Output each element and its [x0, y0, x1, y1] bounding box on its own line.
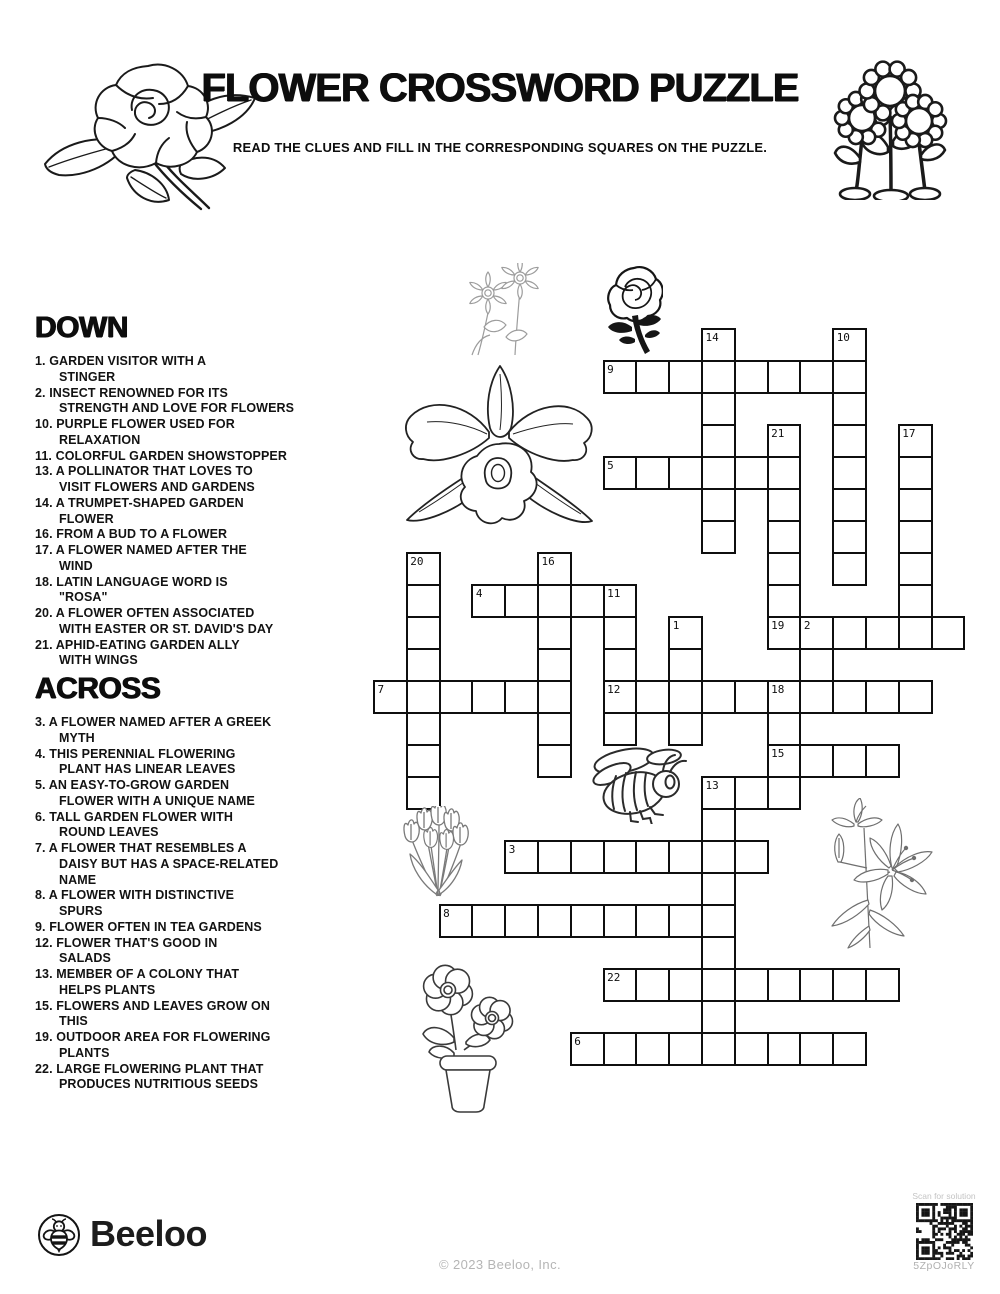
crossword-cell[interactable]: [799, 744, 834, 778]
crossword-cell[interactable]: [865, 616, 900, 650]
crossword-cell[interactable]: [832, 968, 867, 1002]
across-clue-5: 5. AN EASY-TO-GROW GARDEN FLOWER WITH A UNIQUE NAME: [35, 778, 255, 808]
crossword-cell[interactable]: [406, 776, 441, 810]
crossword-cell[interactable]: [832, 392, 867, 426]
crossword-cell[interactable]: [537, 712, 572, 746]
down-clue-1: 1. GARDEN VISITOR WITH A STINGER: [35, 354, 207, 384]
down-clues-section: [35, 311, 371, 669]
cell-number-17: 17: [902, 426, 916, 440]
crossword-cell[interactable]: [504, 904, 539, 938]
down-clue-10: 10. PURPLE FLOWER USED FOR RELAXATION: [35, 417, 235, 447]
crossword-cell[interactable]: [734, 968, 769, 1002]
cell-number-16: 16: [541, 554, 555, 568]
crossword-cell[interactable]: [767, 968, 802, 1002]
crossword-cell[interactable]: [701, 424, 736, 458]
crossword-cell[interactable]: [931, 616, 966, 650]
small-rose-illustration: [605, 265, 663, 357]
cell-number-2: 2: [803, 618, 811, 632]
crossword-cell[interactable]: [701, 488, 736, 522]
crossword-cell[interactable]: [701, 680, 736, 714]
across-clue-3: 3. A FLOWER NAMED AFTER A GREEK MYTH: [35, 715, 272, 745]
down-clue-16: 16. FROM A BUD TO A FLOWER: [35, 527, 228, 542]
crossword-cell[interactable]: [767, 1032, 802, 1066]
crossword-cell[interactable]: [799, 680, 834, 714]
crossword-cell[interactable]: [767, 488, 802, 522]
crossword-cell[interactable]: [701, 1000, 736, 1034]
across-clue-list: [35, 715, 371, 1093]
crossword-cell[interactable]: [603, 904, 638, 938]
crossword-cell[interactable]: [701, 904, 736, 938]
crossword-cell[interactable]: [799, 1032, 834, 1066]
cell-number-3: 3: [508, 842, 516, 856]
crossword-cell[interactable]: [734, 1032, 769, 1066]
potted-flowers-illustration: [418, 958, 518, 1115]
crossword-cell[interactable]: [471, 904, 506, 938]
cell-number-7: 7: [377, 682, 385, 696]
crossword-cell[interactable]: [668, 840, 703, 874]
crossword-cell[interactable]: [537, 680, 572, 714]
crossword-cell[interactable]: [832, 424, 867, 458]
crossword-cell[interactable]: [734, 840, 769, 874]
crossword-cell[interactable]: [701, 360, 736, 394]
across-clue-15: 15. FLOWERS AND LEAVES GROW ON THIS: [35, 998, 270, 1029]
crossword-cell[interactable]: [767, 712, 802, 746]
crossword-cell[interactable]: [734, 456, 769, 490]
copyright-text: © 2023 Beeloo, Inc.: [439, 1257, 561, 1272]
down-header: DOWN: [35, 311, 128, 344]
crossword-cell[interactable]: [898, 680, 933, 714]
crossword-cell[interactable]: [767, 360, 802, 394]
crossword-cell[interactable]: [635, 1032, 670, 1066]
crossword-cell[interactable]: [767, 584, 802, 618]
crossword-cell[interactable]: [898, 584, 933, 618]
across-clue-4: 4. THIS PERENNIAL FLOWERING PLANT HAS LINEAR LEAVES: [35, 746, 236, 777]
crossword-cell[interactable]: [668, 1032, 703, 1066]
crossword-cell[interactable]: [537, 744, 572, 778]
across-clue-13: 13. MEMBER OF A COLONY THAT HELPS PLANTS: [35, 967, 240, 997]
cell-number-6: 6: [574, 1034, 581, 1048]
down-clue-17: 17. A FLOWER NAMED AFTER THE WIND: [35, 543, 247, 573]
crossword-cell[interactable]: [898, 616, 933, 650]
qr-caption: Scan for solution: [912, 1191, 976, 1201]
down-clue-14: 14. A TRUMPET-SHAPED GARDEN FLOWER: [35, 495, 244, 526]
cell-number-11: 11: [607, 586, 621, 600]
beeloo-brand-name: Beeloo: [90, 1213, 208, 1254]
crossword-cell[interactable]: [832, 680, 867, 714]
crossword-cell[interactable]: [898, 552, 933, 586]
cell-number-8: 8: [443, 906, 450, 920]
crossword-cell[interactable]: [865, 744, 900, 778]
crossword-cell[interactable]: [832, 520, 867, 554]
crossword-cell[interactable]: [537, 648, 572, 682]
daffodil-illustration: [460, 263, 548, 358]
crossword-cell[interactable]: [767, 520, 802, 554]
across-clue-19: 19. OUTDOOR AREA FOR FLOWERING PLANTS: [35, 1030, 271, 1060]
cell-number-1: 1: [672, 618, 680, 632]
crossword-cell[interactable]: [603, 712, 638, 746]
crossword-cell[interactable]: [734, 680, 769, 714]
crossword-cell[interactable]: [537, 584, 572, 618]
crossword-cell[interactable]: [701, 392, 736, 426]
down-clue-20: 20. A FLOWER OFTEN ASSOCIATED WITH EASTER OR ST. DAVID'S DAY: [35, 606, 274, 636]
crossword-cell[interactable]: [668, 712, 703, 746]
crossword-cell[interactable]: [832, 616, 867, 650]
orchid-illustration: [397, 360, 602, 545]
down-clue-21: 21. APHID-EATING GARDEN ALLY WITH WINGS: [35, 637, 240, 668]
crossword-cell[interactable]: [767, 456, 802, 490]
crossword-cell[interactable]: [898, 456, 933, 490]
page-subtitle: READ THE CLUES AND FILL IN THE CORRESPONDING SQUARES ON THE PUZZLE.: [232, 140, 768, 155]
qr-code-id: 5ZpOJoRLY: [913, 1260, 975, 1272]
crossword-cell[interactable]: [701, 808, 736, 842]
crossword-cell[interactable]: [668, 648, 703, 682]
crossword-cell[interactable]: [537, 616, 572, 650]
crossword-cell[interactable]: [635, 968, 670, 1002]
crossword-cell[interactable]: [734, 360, 769, 394]
crossword-cell[interactable]: [635, 360, 670, 394]
cell-number-15: 15: [771, 746, 785, 760]
crossword-cell[interactable]: [701, 968, 736, 1002]
across-clue-9: 9. FLOWER OFTEN IN TEA GARDENS: [35, 919, 262, 934]
crossword-cell[interactable]: [603, 840, 638, 874]
crossword-cell[interactable]: [734, 776, 769, 810]
cell-number-5: 5: [607, 458, 614, 472]
crossword-cell[interactable]: [832, 456, 867, 490]
crossword-cell[interactable]: [570, 584, 605, 618]
across-header: ACROSS: [35, 672, 161, 705]
lily-illustration: [812, 798, 934, 956]
crossword-cell[interactable]: [701, 936, 736, 970]
down-clue-11: 11. COLORFUL GARDEN SHOWSTOPPER: [35, 448, 287, 463]
crossword-cell[interactable]: [635, 840, 670, 874]
crossword-cell[interactable]: [504, 584, 539, 618]
crossword-cell[interactable]: [865, 680, 900, 714]
crossword-cell[interactable]: [406, 712, 441, 746]
crossword-cell[interactable]: [603, 616, 638, 650]
across-clue-6: 6. TALL GARDEN FLOWER WITH ROUND LEAVES: [35, 809, 233, 840]
crossword-cell[interactable]: [406, 648, 441, 682]
across-clue-8: 8. A FLOWER WITH DISTINCTIVE SPURS: [35, 888, 235, 918]
crossword-cell[interactable]: [537, 840, 572, 874]
down-clue-13: 13. A POLLINATOR THAT LOVES TO VISIT FLOWERS AND GARDENS: [35, 464, 255, 494]
pompom-flowers-illustration: [833, 55, 948, 200]
down-clue-2: 2. INSECT RENOWNED FOR ITS STRENGTH AND LOVE FOR FLOWERS: [35, 385, 295, 416]
cell-number-4: 4: [475, 586, 483, 600]
crossword-cell[interactable]: [668, 968, 703, 1002]
crossword-cell[interactable]: [406, 584, 441, 618]
crossword-cell[interactable]: [832, 360, 867, 394]
crossword-cell[interactable]: [406, 744, 441, 778]
crossword-cell[interactable]: [635, 456, 670, 490]
cell-number-21: 21: [771, 426, 785, 440]
down-clue-18: 18. LATIN LANGUAGE WORD IS "ROSA": [35, 574, 228, 605]
tulip-bouquet-illustration: [398, 806, 478, 901]
crossword-cell[interactable]: [767, 552, 802, 586]
bee-illustration: [582, 744, 688, 824]
crossword-cell[interactable]: [832, 552, 867, 586]
across-clue-7: 7. A FLOWER THAT RESEMBLES A DAISY BUT HAS A SPACE-RELATED NAME: [35, 841, 279, 887]
crossword-cell[interactable]: [799, 360, 834, 394]
crossword-cell[interactable]: [668, 904, 703, 938]
cell-number-14: 14: [705, 330, 719, 344]
crossword-cell[interactable]: [832, 488, 867, 522]
crossword-cell[interactable]: [504, 680, 539, 714]
cell-number-18: 18: [771, 682, 785, 696]
cell-number-19: 19: [771, 618, 785, 632]
crossword-cell[interactable]: [406, 680, 441, 714]
cell-number-13: 13: [705, 778, 719, 792]
crossword-cell[interactable]: [832, 744, 867, 778]
crossword-cell[interactable]: [668, 360, 703, 394]
crossword-cell[interactable]: [832, 1032, 867, 1066]
qr-code: [916, 1203, 973, 1260]
crossword-cell[interactable]: [799, 648, 834, 682]
page-title: FLOWER CROSSWORD PUZZLE: [201, 66, 799, 110]
crossword-cell[interactable]: [635, 680, 670, 714]
crossword-cell[interactable]: [898, 488, 933, 522]
crossword-cell[interactable]: [701, 872, 736, 906]
crossword-cell[interactable]: [701, 520, 736, 554]
down-clue-list: [35, 354, 371, 669]
crossword-cell[interactable]: [701, 1032, 736, 1066]
across-clue-12: 12. FLOWER THAT'S GOOD IN SALADS: [35, 935, 218, 966]
crossword-cell[interactable]: [799, 968, 834, 1002]
crossword-cell[interactable]: [865, 968, 900, 1002]
cell-number-10: 10: [836, 330, 850, 344]
crossword-cell[interactable]: [471, 680, 506, 714]
across-clue-22: 22. LARGE FLOWERING PLANT THAT PRODUCES NUTRITIOUS SEEDS: [35, 1061, 264, 1092]
crossword-cell[interactable]: [767, 776, 802, 810]
crossword-cell[interactable]: [406, 616, 441, 650]
crossword-cell[interactable]: [701, 840, 736, 874]
cell-number-22: 22: [607, 970, 621, 984]
beeloo-logo-icon: [36, 1212, 82, 1258]
crossword-cell[interactable]: [668, 680, 703, 714]
crossword-cell[interactable]: [701, 456, 736, 490]
cell-number-9: 9: [607, 362, 614, 376]
crossword-cell[interactable]: [603, 648, 638, 682]
cell-number-12: 12: [607, 682, 621, 696]
crossword-cell[interactable]: [635, 904, 670, 938]
crossword-cell[interactable]: [570, 904, 605, 938]
crossword-cell[interactable]: [898, 520, 933, 554]
across-clues-section: [35, 672, 371, 1093]
crossword-cell[interactable]: [603, 1032, 638, 1066]
crossword-cell[interactable]: [668, 456, 703, 490]
crossword-cell[interactable]: [570, 840, 605, 874]
crossword-cell[interactable]: [537, 904, 572, 938]
cell-number-20: 20: [410, 554, 424, 568]
crossword-cell[interactable]: [439, 680, 474, 714]
